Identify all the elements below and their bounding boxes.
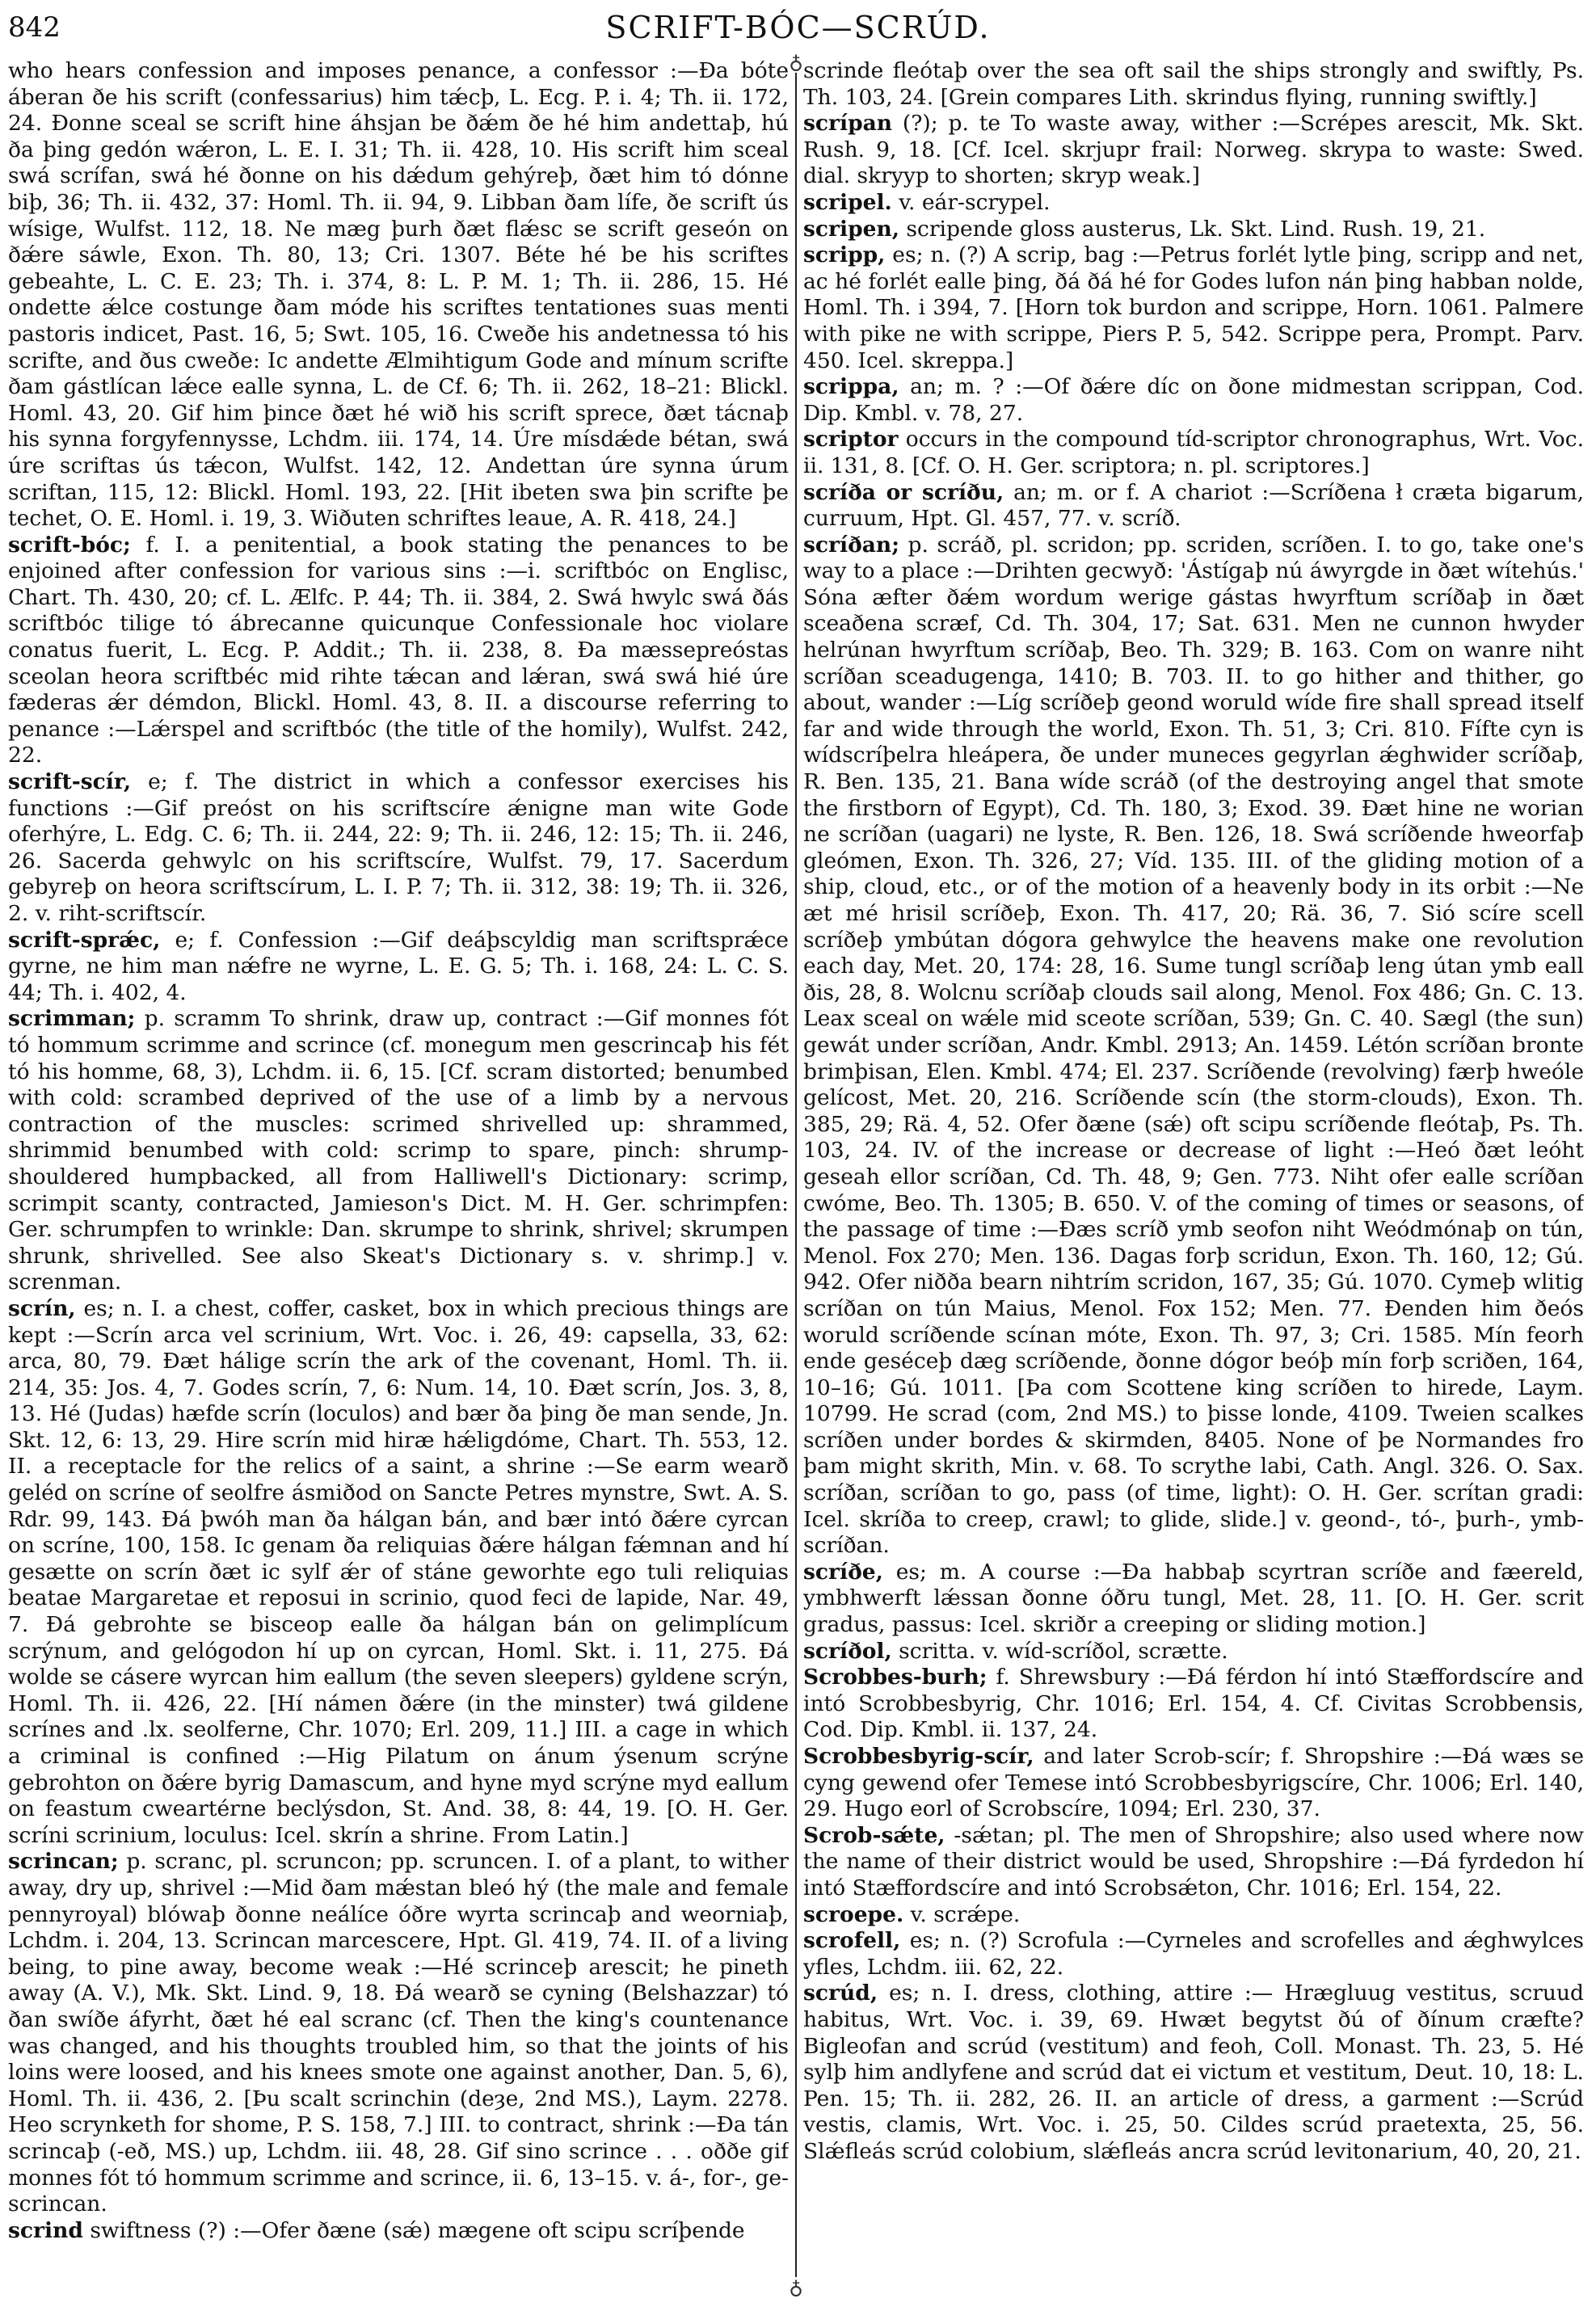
dictionary-entry [8, 2218, 789, 2245]
entry-headword: scrín, [8, 1295, 76, 1321]
entry-definition: p. scráð, pl. scridon; pp. scriden, scríðen. I. to go, take one's way to a place :—Drihten gecwyð: 'Ástígaþ nú áwyrgde in ðæt wítehús.' Sóna æfter ðǽm wordum werige gástas hwyrftum scríðaþ in ðæt sceaðena scræf, Cd. Th. 304, 17; Sat. 631. Men ne cunnon hwyder helrúnan hwyrftum scríðaþ, Beo. Th. 329; B. 163. Com on wanre niht scríðan sceadugenga, 1410; B. 703. II. to go hither and thither, go about, wander :—Líg scríðeþ geond woruld wíde fire shall spread itself far and wide through the world, Exon. Th. 51, 3; Cri. 810. Fífte cyn is wídscríþelra hleápera, ðe under muneces gegyrlan ǽghwider scríðaþ, R. Ben. 135, 21. Bana wíde scráð (of the destroying angel that smote the firstborn of Egypt), Cd. Th. 180, 3; Exod. 39. Ðæt hine ne worian ne scríðan (uagari) ne lyste, R. Ben. 126, 18. Swá scríðende hweorfaþ gleómen, Exon. Th. 326, 27; Víd. 135. III. of the gliding motion of a ship, cloud, etc., or of the motion of a heavenly body in its orbit :—Ne æt mé hrisil scríðeþ, Exon. Th. 417, 20; Rä. 36, 7. Sió scíre scell scríðeþ ymbútan dógora gehwylce the heavens make one revolution each day, Met. 20, 174: 28, 16. Sume tungl scríðaþ leng útan ymb eall ðis, 28, 8. Wolcnu scríðaþ clouds sail along, Menol. Fox 486; Gn. C. 13. Leax sceal on wǽle mid sceote scríðan, 539; Gn. C. 40. Sægl (the sun) gewát under scríðan, Andr. Kmbl. 2913; An. 1459. Létón scríðan bronte brimþisan, Elen. Kmbl. 474; El. 237. Scríðende (revolving) færþ hweóle gelícost, Met. 20, 216. Scríðende scín (the storm-clouds), Exon. Th. 385, 29; Rä. 4, 52. Ofer ðæne (sǽ) oft scipu scríðende fleótaþ, Ps. Th. 103, 24. IV. of the increase or decrease of light :—Heó ðæt leóht geseah ellor scríðan, Cd. Th. 48, 9; Gen. 773. Niht ofer ealle scríðan cwóme, Beo. Th. 1305; B. 650. V. of the coming of times or seasons, of the passage of time :—Ðæs scríð ymb seofon niht Weódmónaþ on tún, Menol. Fox 270; Men. 136. Dagas forþ scridun, Exon. Th. 160, 12; Gú. 942. Ofer niðða bearn nihtrím scridon, 167, 35; Gú. 1070. Cymeþ wlitig scríðan on tún Maius, Menol. Fox 152; Men. 77. Ðenden him ðeós woruld scríðende scínan móte, Exon. Th. 97, 3; Cri. 1585. Mín feorh ende geséceþ dæg scríðende, ðonne dógor beóþ mín forþ scriðen, 164, 10–16; Gú. 1011. [Þa com Scottene king scríðen to hirede, Laym. 10799. He scrad (com, 2nd MS.) to þisse londe, 4109. Tweien scalkes scríðen under bordes & skirmden, 8405. None of þe Normandes fro þam might skrith, Min. v. 68. To scrythe labi, Cath. Angl. 326. O. Sax. scríðan, scríðan to go, pass (of time, light): O. H. Ger. scrítan gradi: Icel. skríða to creep, crawl; to glide, slide.] v. geond-, tó-, þurh-, ymb-scríðan. [803, 532, 1584, 1559]
entry-headword: scrind [8, 2217, 83, 2243]
running-head: SCRIFT-BÓC—SCRÚD. [605, 10, 991, 45]
entry-definition: es; m. A course :—Ða habbaþ scyrtran scríðe and fæereld, ymbhwerft lǽssan ðonne óðru tungl, Met. 28, 11. [O. H. Ger. scrit gradus, passus: Icel. skriðr a creeping or sliding motion.] [803, 1559, 1584, 1638]
entry-headword: scrift-sprǽc, [8, 927, 161, 953]
entry-definition: -sǽtan; pl. The men of Shropshire; also used where now the name of their district would be used, Shropshire :—Ðá fyrdedon hí intó Stæffordscíre and intó Scrobsǽton, Chr. 1016; Erl. 154, 22. [803, 1822, 1584, 1901]
entry-definition: es; n. (?) Scrofula :—Cyrneles and scrofelles and ǽghwylces yfles, Lchdm. iii. 62, 22. [803, 1928, 1584, 1980]
gutter-ornament-bottom: ♁ [785, 2277, 806, 2298]
entry-definition: an; m. or f. A chariot :—Scríðena ł cræta bigarum, curruum, Hpt. Gl. 457, 77. v. scríð. [803, 479, 1584, 532]
entry-definition: es; n. I. dress, clothing, attire :— Hrægluug vestitus, scruud habitus, Wrt. Voc. i. 39, 69. Hwæt begytst ðú of ðínum cræfte? Bigleofan and scrúd (vestitum) and feoh, Coll. Monast. Th. 23, 5. Hé sylþ him andlyfene and scrúd dat ei victum et vestitum, Deut. 10, 18: L. Pen. 15; Th. ii. 282, 26. II. an article of dress, a garment :—Scrúd vestis, clamis, Wrt. Voc. i. 25, 50. Cildes scrúd praetexta, 25, 56. Slǽfleás scrúd colobium, slǽfleás ancra scrúd levitonarium, 40, 20, 21. [803, 1981, 1584, 2164]
entry-headword: scríðan; [803, 532, 899, 558]
entry-definition: f. I. a penitential, a book stating the penances to be enjoined after confession for various sins :—i. scriftbóc on Englisc, Chart. Th. 430, 20; cf. L. Ælfc. P. 44; Th. ii. 384, 2. Swá hwylc swá ðás scriftbóc tilige tó ábrecanne quicunque Confessionale hoc violare conatus fuerit, L. Ecg. P. Addit.; Th. ii. 238, 8. Ða mæssepreóstas sceolan heora scriftbéc mid rihte tǽcan and lǽran, swá swá hié úre fæderas ǽr démdon, Blickl. Homl. 43, 8. II. a discourse referring to penance :—Lǽrspel and scriftbóc (the title of the homily), Wulfst. 242, 22. [8, 532, 789, 768]
entry-headword: scrift-scír, [8, 769, 132, 795]
entry-headword: scrincan; [8, 1849, 119, 1875]
dictionary-entry [803, 1823, 1584, 1902]
dictionary-entry [803, 1902, 1584, 1929]
entry-definition: v. scrǽpe. [903, 1901, 1021, 1927]
dictionary-entry [8, 1296, 789, 1849]
entry-definition: (?); p. te To waste away, wither :—Scrépes arescit, Mk. Skt. Rush. 9, 18. [Cf. Icel. skrjupr frail: Norweg. skrypa to waste: Swed. dial. skryyp to shorten; skryp weak.] [803, 111, 1584, 189]
entry-definition: occurs in the compound tíd-scriptor chronographus, Wrt. Voc. ii. 131, 8. [Cf. O. H. Ger. scriptora; n. pl. scriptores.] [803, 427, 1584, 478]
entry-definition: e; f. Confession :—Gif deáþscyldig man scriftsprǽce gyrne, ne him man nǽfre ne wyrne, L. E. G. 5; Th. i. 168, 24: L. C. S. 44; Th. i. 402, 4. [8, 927, 789, 1005]
entry-headword: Scrob-sǽte, [803, 1822, 945, 1848]
dictionary-entry [8, 532, 789, 769]
dictionary-entry [803, 1744, 1584, 1823]
dictionary-entry [803, 1981, 1584, 2165]
dictionary-entry [8, 928, 789, 1007]
left-column [8, 58, 789, 2288]
dictionary-entry [803, 532, 1584, 1560]
dictionary-entry [8, 769, 789, 928]
entry-definition: scripende gloss austerus, Lk. Skt. Lind. Rush. 19, 21. [899, 216, 1486, 242]
dictionary-entry [803, 190, 1584, 217]
dictionary-entry [803, 1928, 1584, 1981]
entry-headword: scrúd, [803, 1981, 878, 2006]
entry-definition: p. scramm To shrink, draw up, contract :—Gif monnes fót tó hommum scrimme and scrince (cf. monegum men gescrincaþ his fét tó his homme, 68, 3), Lchdm. ii. 6, 15. [Cf. scram distorted; benumbed with cold: scrambed deprived of the use of a limb by a nervous contraction of the muscles: scrimed shrivelled up: shrammed, shrimmid benumbed with cold: scrimp to spare, pinch: shrump-shouldered humpbacked, all from Halliwell's Dictionary: scrimp, scrimpit scanty, contracted, Jamieson's Dict. M. H. Ger. schrimpfen: Ger. schrumpfen to wrinkle: Dan. skrumpe to shrink, shrivel; skrumpen shrunk, shrivelled. See also Skeat's Dictionary s. v. shrimp.] v. screnman. [8, 1006, 789, 1295]
entry-definition: es; n. (?) A scrip, bag :—Petrus forlét lytle þing, scripp and net, ac hé forlét ealle þing, ðá ðá hé for Godes lufon nán þing habban nolde, Homl. Th. i 394, 7. [Horn tok burdon and scrippe, Horn. 1061. Palmere with pike ne with scrippe, Piers P. 5, 542. Scrippe pera, Prompt. Parv. 450. Icel. skreppa.] [803, 242, 1584, 373]
dictionary-entry [803, 111, 1584, 190]
dictionary-entry [8, 1006, 789, 1296]
dictionary-entry [803, 242, 1584, 374]
entry-headword: scriptor [803, 427, 899, 453]
column-divider [795, 65, 797, 2283]
entry-definition: who hears confession and imposes penance, a confessor :—Ða bóte áberan ðe his scrift (confessarius) him tǽcþ, L. Ecg. P. i. 4; Th. ii. 172, 24. Ðonne sceal se scrift hine áhsjan be ðǽm ðe hé him andettaþ, hú ða þing gedón wǽron, L. E. I. 31; Th. ii. 428, 10. His scrift him sceal swá scrífan, swá hé ðonne on his dǽdum gehýreþ, ðæt him tó dónne biþ, 36; Th. ii. 432, 37: Homl. Th. ii. 94, 9. Libban ðam lífe, ðe scrift ús wísige, Wulfst. 112, 18. Ne mæg þurh ðæt flǽsc se scrift geseón on ðǽre sáwle, Exon. Th. 80, 13; Cri. 1307. Béte hé be his scriftes gebeahte, L. C. E. 23; Th. i. 374, 8: L. P. M. 1; Th. ii. 286, 15. Hé ondette ǽlce costunge ðam móde his scriftes tentationes suas menti pastoris indicet, Past. 16, 5; Swt. 105, 16. Cweðe his andetnessa tó his scrifte, and ðus cweðe: Ic andette Ælmihtigum Gode and mínum scrifte ðam gástlícan lǽce ealle synna, L. de Cf. 6; Th. ii. 262, 18–21: Blickl. Homl. 43, 20. Gif him þince ðæt hé wið his scrift sprece, ðæt tácnaþ his synna forgyfennysse, Lchdm. iii. 174, 14. Úre mísdǽde bétan, swá úre scriftas ús tǽcon, Wulfst. 142, 12. Andettan úre synna úrum scriftan, 115, 12: Blickl. Homl. 193, 22. [Hit ibeten swa þin scrifte þe techet, O. E. Homl. i. 19, 3. Wiðuten schriftes leaue, A. R. 418, 24.] [8, 58, 789, 532]
entry-headword: scríða or scríðu, [803, 479, 1004, 505]
entry-definition: f. Shrewsbury :—Ðá férdon hí intó Stæffordscíre and intó Scrobbesbyrig, Chr. 1016; Erl. 154, 4. Cf. Civitas Scrobbensis, Cod. Dip. Kmbl. ii. 137, 24. [803, 1665, 1584, 1743]
entry-definition: es; n. I. a chest, coffer, casket, box in which precious things are kept :—Scrín arca vel scrinium, Wrt. Voc. i. 26, 49: capsella, 33, 62: arca, 80, 79. Ðæt hálige scrín the ark of the covenant, Homl. Th. ii. 214, 35: Jos. 4, 7. Godes scrín, 7, 6: Num. 14, 10. Ðæt scrín, Jos. 3, 8, 13. Hé (Judas) hæfde scrín (loculos) and bær ða þing ðe man sende, Jn. Skt. 12, 6: 13, 29. Hire scrín mid hiræ hǽligdóme, Chart. Th. 553, 12. II. a receptacle for the relics of a saint, a shrine :—Se earm wearð geléd on scríne of seolfre ásmiðod on Sancte Petres mynstre, Swt. A. S. Rdr. 99, 143. Ðá þwóh man ða hálgan bán, and bær intó ðǽre cyrcan on scríne, 100, 158. Ic genam ða reliquias ðǽre hálgan fǽmnan and hí gesætte on scrín ðæt ic sylf ǽr of stáne geworhte ego tuli reliquias beatae Margaretae et reposui in scrinio, quod feci de lapide, Nar. 49, 7. Ðá gebrohte se bisceop ealle ða hálgan bán on gelimplícum scrýnum, and gelógodon hí up on cyrcan, Homl. Skt. i. 11, 275. Ðá wolde se cásere wyrcan him eallum (the seven sleepers) gyldene scrýn, Homl. Th. ii. 426, 22. [Hí námen ðǽre (in the minster) twá gildene scrínes and .lx. seolferne, Chr. 1070; Erl. 209, 11.] III. a cage in which a criminal is confined :—Hig Pilatum on ánum ýsenum scrýne gebrohton on ðǽre byrig Damascum, and hyne myd scrýne myd eallum on feastum cweartérne beclýsdon, St. And. 38, 8: 44, 19. [O. H. Ger. scríni scrinium, loculus: Icel. skrín a shrine. From Latin.] [8, 1295, 789, 1848]
entry-definition: scritta. v. wíd-scríðol, scrætte. [891, 1638, 1228, 1664]
entry-definition: scrinde fleótaþ over the sea oft sail the ships strongly and swiftly, Ps. Th. 103, 24. [Grein compares Lith. skrindus flying, running swiftly.] [803, 58, 1584, 110]
entry-headword: scripen, [803, 216, 899, 242]
entry-definition: e; f. The district in which a confessor exercises his functions :—Gif preóst on his scriftscíre ǽnigne man wite Gode oferhýre, L. Edg. C. 6; Th. ii. 244, 22: 9; Th. ii. 246, 12: 15; Th. ii. 246, 26. Sacerda gehwylc on his scriftscíre, Wulfst. 79, 17. Sacerdum gebyreþ on heora scriftscírum, L. I. P. 7; Th. ii. 312, 38: 19; Th. ii. 326, 2. v. riht-scriftscír. [8, 769, 789, 926]
dictionary-entry [803, 480, 1584, 532]
entry-headword: scroepe. [803, 1901, 904, 1927]
entry-headword: scríðe, [803, 1559, 883, 1585]
entry-headword: scrimman; [8, 1006, 136, 1032]
entry-headword: scripel. [803, 189, 892, 215]
dictionary-entry [803, 374, 1584, 427]
entry-headword: scrippa, [803, 374, 899, 400]
entry-definition: an; m. ? :—Of ðǽre díc on ðone midmestan scrippan, Cod. Dip. Kmbl. v. 78, 27. [803, 374, 1584, 426]
dictionary-entry [803, 1639, 1584, 1665]
dictionary-entry [803, 427, 1584, 479]
entry-definition: and later Scrob-scír; f. Shropshire :—Ðá wæs se cyng gewend ofer Temese intó Scrobbesbyrigscíre, Chr. 1006; Erl. 140, 29. Hugo eorl of Scrobscíre, 1094; Erl. 230, 37. [803, 1744, 1584, 1822]
entry-headword: scrift-bóc; [8, 532, 131, 558]
entry-headword: Scrobbes-burh; [803, 1665, 987, 1690]
gutter-ornament-top: ♁ [785, 52, 806, 73]
entry-headword: Scrobbesbyrig-scír, [803, 1744, 1034, 1769]
entry-headword: scrípan [803, 111, 893, 137]
entry-definition: v. eár-scrypel. [891, 189, 1051, 215]
dictionary-entry [803, 217, 1584, 243]
dictionary-entry [8, 58, 789, 532]
dictionary-entry [8, 1849, 789, 2217]
entry-definition: p. scranc, pl. scruncon; pp. scruncen. I. of a plant, to wither away, dry up, shrivel :—Mid ðam mǽstan bleó hý (the male and female pennyroyal) blówaþ ðonne neálíce óðre wyrta scrincaþ and weorniaþ, Lchdm. i. 204, 13. Scrincan marcescere, Hpt. Gl. 419, 74. II. of a living being, to pine away, become weak :—Hé scrinceþ arescit; he pineth away (A. V.), Mk. Skt. Lind. 9, 18. Ðá wearð se cyning (Belshazzar) tó ðan swíðe áfyrht, ðæt hé eal scranc (cf. Then the king's countenance was changed, and his thoughts troubled him, so that the joints of his loins were loosed, and his knees smote one against another, Dan. 5, 6), Homl. Th. ii. 436, 2. [Þu scalt scrinchin (deȝe, 2nd MS.), Laym. 2278. Heo scrynketh for shome, P. S. 158, 7.] III. to contract, shrink :—Ða tán scrincaþ (-eð, MS.) up, Lchdm. iii. 48, 28. Gif sino scrince . . . oððe gif monnes fót tó hommum scrimme and scrince, ii. 6, 13–15. v. á-, for-, ge-scrincan. [8, 1849, 789, 2217]
entry-headword: scripp, [803, 242, 886, 268]
page-number: 842 [8, 11, 61, 44]
dictionary-entry [803, 1665, 1584, 1744]
dictionary-entry [803, 1560, 1584, 1639]
entry-definition: swiftness (?) :—Ofer ðæne (sǽ) mægene oft scipu scríþende [82, 2217, 745, 2243]
entry-headword: scríðol, [803, 1638, 892, 1664]
entry-headword: scrofell, [803, 1928, 901, 1954]
dictionary-entry [803, 58, 1584, 111]
right-column [803, 58, 1584, 2288]
